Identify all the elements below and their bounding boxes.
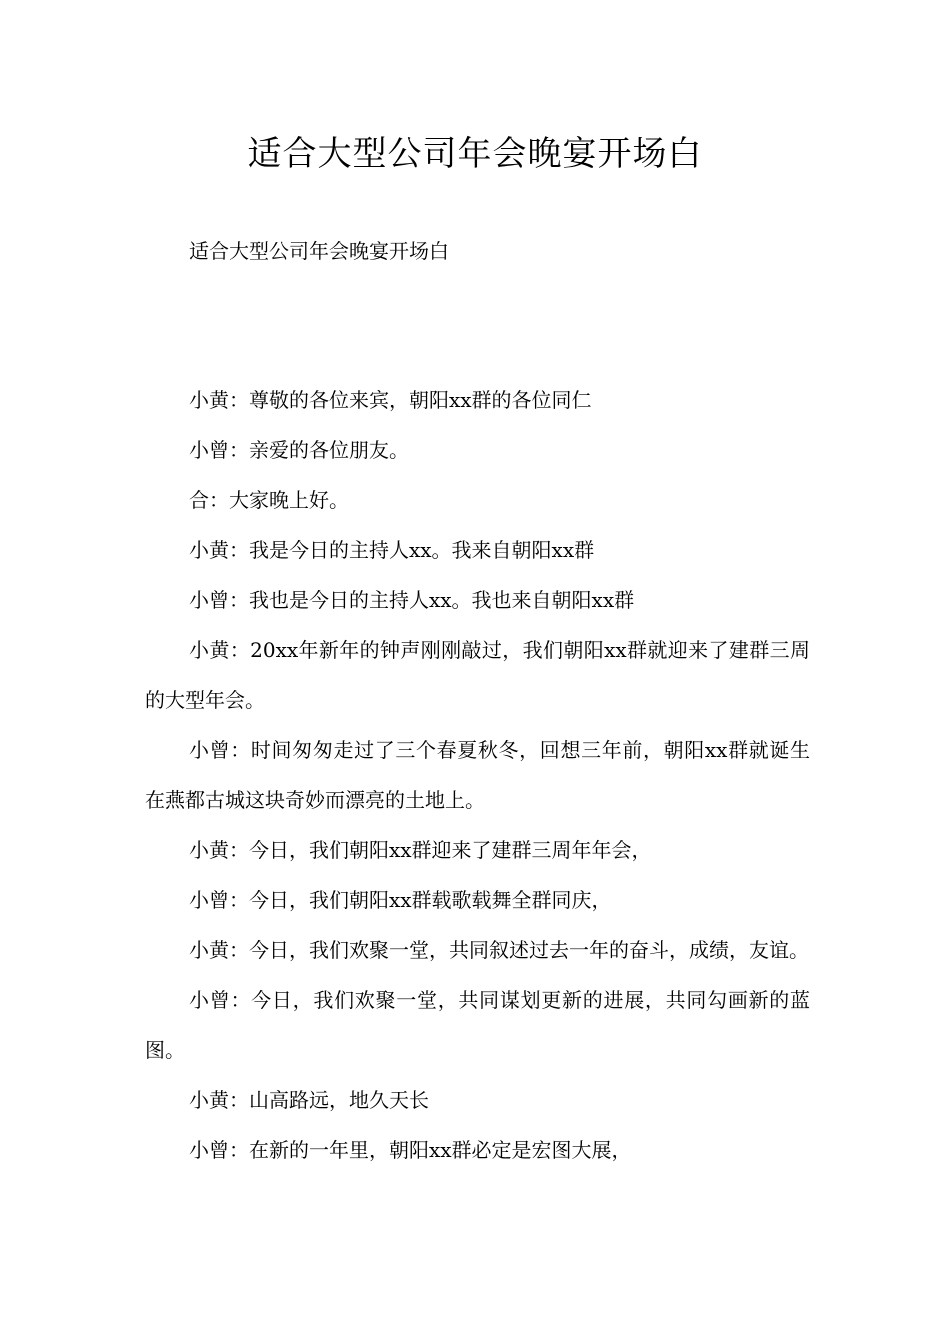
paragraph: 小曾：亲爱的各位朋友。 — [189, 438, 409, 462]
paragraph: 合：大家晚上好。 — [189, 488, 349, 512]
document-subtitle-block — [145, 226, 810, 276]
paragraph: 小黄：我是今日的主持人xx。我来自朝阳xx群 — [189, 538, 595, 562]
paragraph: 小曾：今日，我们朝阳xx群载歌载舞全群同庆， — [189, 888, 612, 912]
paragraph: 小曾：我也是今日的主持人xx。我也来自朝阳xx群 — [189, 588, 635, 612]
paragraph: 小曾：时间匆匆走过了三个春夏秋冬，回想三年前，朝阳xx群就诞生在燕都古城这块奇妙而漂亮的土地上。 — [145, 738, 810, 812]
paragraph: 小黄：山高路远，地久天长 — [189, 1088, 429, 1112]
paragraph: 小黄：今日，我们朝阳xx群迎来了建群三周年年会， — [189, 838, 652, 862]
dialogue-body — [145, 375, 810, 1175]
paragraph: 小曾：今日，我们欢聚一堂，共同谋划更新的进展，共同勾画新的蓝图。 — [145, 988, 810, 1062]
document-title: 适合大型公司年会晚宴开场白 — [247, 134, 703, 174]
paragraph: 小黄：20xx年新年的钟声刚刚敲过，我们朝阳xx群就迎来了建群三周的大型年会。 — [145, 638, 810, 712]
document-subtitle: 适合大型公司年会晚宴开场白 — [189, 239, 449, 263]
paragraph: 小黄：今日，我们欢聚一堂，共同叙述过去一年的奋斗，成绩，友谊。 — [189, 938, 809, 962]
paragraph: 小曾：在新的一年里，朝阳xx群必定是宏图大展， — [189, 1138, 632, 1162]
paragraph: 小黄：尊敬的各位来宾，朝阳xx群的各位同仁 — [189, 388, 592, 412]
